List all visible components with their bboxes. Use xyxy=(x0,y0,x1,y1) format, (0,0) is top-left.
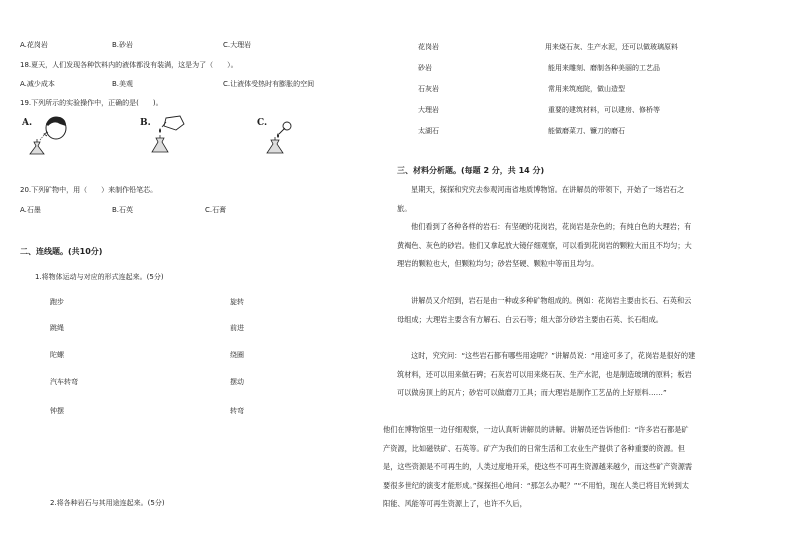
q19-figure-a xyxy=(20,114,80,156)
q18-question: 18.夏天，人们发现各种饮料内的液体都没有装满，这是为了（ ）。 xyxy=(20,61,238,69)
motion-left-item: 跳绳 xyxy=(50,324,64,332)
rock-use: 常用来筑庭院，做山造型 xyxy=(548,85,625,93)
q20-question: 20.下列矿物中，用（ ）来制作铅笔芯。 xyxy=(20,186,158,194)
lamp-to-lamp-icon xyxy=(140,114,190,156)
q18-option-b: B.美观 xyxy=(112,80,134,88)
q17-option-c: C.大理岩 xyxy=(223,41,252,49)
q19-figure-c-label: C. xyxy=(257,118,268,128)
q18-option-c: C.让液体受热时有膨胀的空间 xyxy=(223,80,315,88)
motion-left-item: 汽车转弯 xyxy=(50,378,78,386)
motion-left-item: 陀螺 xyxy=(50,351,64,359)
section2-title: 二、连线题。(共10分) xyxy=(20,247,103,256)
section3-paragraph: 星期天，探探和究究去参观河南省地质博物馆。在讲解员的带领下，开始了一场岩石之旅。 xyxy=(397,185,685,213)
section3-paragraph: 这时，究究问：“这些岩石都有哪些用途呢？”讲解员说：“用途可多了，花岗岩是很好的建筑材料，还可以用来做石碑；石灰岩可以用来烧石灰、生产水泥，也是制造玻璃的原料；板岩可以做房顶上的瓦片；砂岩可以做磨刀工具；而大理岩是制作工艺品的上好原料……” xyxy=(397,351,696,397)
rock-name: 大理岩 xyxy=(418,106,439,114)
motion-left-item: 跑步 xyxy=(50,298,64,306)
motion-right-item: 前进 xyxy=(230,324,244,332)
section2-q1-question: 1.将物体运动与对应的形式连起来。(5分) xyxy=(35,273,164,281)
q17-option-a: A.花岗岩 xyxy=(20,41,48,49)
q19-figure-c xyxy=(255,114,305,156)
q20-option-c: C.石膏 xyxy=(205,206,227,214)
rock-name: 太湖石 xyxy=(418,127,439,135)
rock-use: 能做磨菜刀、镰刀的磨石 xyxy=(548,127,625,135)
motion-right-item: 转弯 xyxy=(230,407,244,415)
rock-name: 砂岩 xyxy=(418,64,432,72)
section3-paragraph: 讲解员又介绍到，岩石是由一种或多种矿物组成的。例如：花岗岩主要由长石、石英和云母组成；大理岩主要含有方解石、白云石等；组大部分砂岩主要由石英、长石组成。 xyxy=(397,296,692,324)
section3-paragraph: 他们在博物馆里一边仔细观察，一边认真听讲解员的讲解。讲解员还告诉他们：“许多岩石都是矿产资源，比如磁铁矿、石英等。矿产为我们的日常生活和工农业生产提供了各种重要的资源。但是，这些资源是不可再生的，人类过度地开采，使这些不可再生资源越来越少，而这些矿产资源需要很多世纪的演变才能形成。”探探担心地问：“那怎么办呢？”“不用怕，现在人类已将目光转到太阳能、风能等可再生资源上了，也许不久后， xyxy=(383,425,693,508)
rock-use: 用来烧石灰、生产水泥，还可以做玻璃原料 xyxy=(545,43,678,51)
motion-right-item: 绕圈 xyxy=(230,351,244,359)
match-lamp-icon xyxy=(255,114,305,156)
rock-use: 能用来雕刻、磨制各种美丽的工艺品 xyxy=(548,64,660,72)
q20-option-a: A.石墨 xyxy=(20,206,41,214)
q17-option-b: B.砂岩 xyxy=(112,41,134,49)
q20-option-b: B.石英 xyxy=(112,206,134,214)
section3-paragraph: 他们看到了各种各样的岩石：有坚硬的花岗岩，花岗岩是杂色的；有纯白色的大理岩；有黄褐色、灰色的砂岩。他们又拿起放大镜仔细观察，可以看到花岗岩的颗粒大而且不均匀；大理岩的颗粒也大，但颗粒均匀；砂岩坚硬、颗粒中等而且均匀。 xyxy=(397,222,692,268)
motion-right-item: 旋转 xyxy=(230,298,244,306)
motion-right-item: 摆动 xyxy=(230,378,244,386)
q19-figure-b xyxy=(140,114,190,156)
q19-figure-b-label: B. xyxy=(140,118,151,128)
rock-name: 石灰岩 xyxy=(418,85,439,93)
q18-option-a: A.减少成本 xyxy=(20,80,55,88)
section2-q2-question: 2.将各种岩石与其用途连起来。(5分) xyxy=(50,499,165,507)
q19-figure-a-label: A. xyxy=(22,118,33,128)
rock-name: 花岗岩 xyxy=(418,43,439,51)
q19-question: 19.下列所示的实验操作中，正确的是( )。 xyxy=(20,99,163,107)
motion-left-item: 钟摆 xyxy=(50,407,64,415)
blow-lamp-icon xyxy=(20,114,80,156)
section3-title: 三、材料分析题。(每题 2 分，共 14 分) xyxy=(397,166,545,175)
rock-use: 重要的建筑材料，可以建房、修桥等 xyxy=(548,106,660,114)
